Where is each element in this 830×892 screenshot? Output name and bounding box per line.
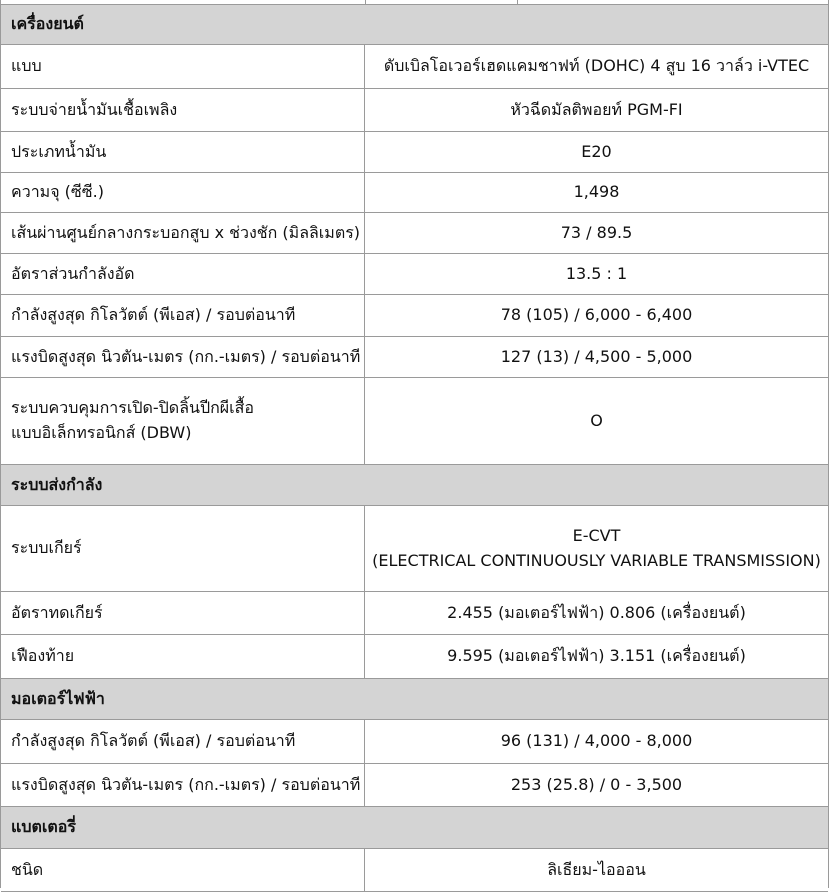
table-row: [1, 132, 828, 173]
row-value-line: (ELECTRICAL CONTINUOUSLY VARIABLE TRANSMISSION): [372, 550, 821, 570]
row-value: 127 (13) / 4,500 - 5,000: [500, 346, 693, 366]
row-value-lines: [372, 524, 821, 574]
row-label: แรงบิดสูงสุด นิวตัน-เมตร (กก.-เมตร) / รอบต่อนาที: [1, 337, 365, 377]
section-header-transmission: ระบบส่งกำลัง: [1, 465, 828, 506]
row-value: หัวฉีดมัลติพอยท์ PGM-FI: [510, 99, 683, 119]
row-value: O: [590, 410, 603, 430]
table-row: [1, 337, 828, 378]
row-label-line: แบบอิเล็กทรอนิกส์ (DBW): [11, 423, 192, 442]
row-label: อัตราทดเกียร์: [1, 592, 365, 634]
table-row: [1, 592, 828, 635]
row-label-lines: [11, 396, 254, 446]
row-value: 73 / 89.5: [560, 222, 633, 242]
section-header-battery: แบตเตอรี่: [1, 807, 828, 849]
table-row: [1, 720, 828, 764]
row-label: ระบบจ่ายน้ำมันเชื้อเพลิง: [1, 89, 365, 131]
row-value: 9.595 (มอเตอร์ไฟฟ้า) 3.151 (เครื่องยนต์): [447, 646, 746, 666]
row-label: ระบบเกียร์: [1, 506, 365, 591]
table-row: [1, 45, 828, 89]
row-value: ลิเธียม-ไอออน: [547, 859, 646, 879]
divider: [365, 0, 366, 4]
row-label: ประเภทน้ำมัน: [1, 132, 365, 172]
row-label: ชนิด: [1, 849, 365, 891]
row-label: เส้นผ่านศูนย์กลางกระบอกสูบ x ช่วงชัก (มิลลิเมตร): [1, 213, 365, 253]
row-value: 96 (131) / 4,000 - 8,000: [500, 731, 693, 751]
section-header-engine: เครื่องยนต์: [1, 5, 828, 45]
row-label: เฟืองท้าย: [1, 635, 365, 678]
row-label: กำลังสูงสุด กิโลวัตต์ (พีเอส) / รอบต่อนาที: [1, 295, 365, 336]
table-row: [1, 89, 828, 132]
divider: [517, 0, 518, 4]
row-label: แบบ: [1, 45, 365, 88]
row-value: 13.5 : 1: [565, 263, 628, 283]
section-header-electric-motor: มอเตอร์ไฟฟ้า: [1, 679, 828, 720]
table-row: [1, 295, 828, 337]
row-label: ความจุ (ซีซี.): [1, 173, 365, 212]
table-row: [1, 173, 828, 213]
top-edge-strip: [1, 0, 828, 5]
table-row: [1, 635, 828, 679]
row-value: 1,498: [573, 182, 620, 202]
table-row: [1, 213, 828, 254]
row-label: แรงบิดสูงสุด นิวตัน-เมตร (กก.-เมตร) / รอบต่อนาที: [1, 764, 365, 806]
row-value: ดับเบิลโอเวอร์เฮดแคมชาฟท์ (DOHC) 4 สูบ 16 วาล์ว i-VTEC: [383, 56, 810, 76]
table-row: [1, 849, 828, 892]
table-row: [1, 378, 828, 465]
table-row: [1, 506, 828, 592]
table-row: [1, 254, 828, 295]
row-value: 253 (25.8) / 0 - 3,500: [510, 774, 683, 794]
row-label-line: ระบบควบคุมการเปิด-ปิดลิ้นปีกผีเสื้อ: [11, 398, 254, 418]
row-value: 2.455 (มอเตอร์ไฟฟ้า) 0.806 (เครื่องยนต์): [447, 602, 746, 622]
row-label: [1, 378, 365, 464]
row-value: E20: [581, 141, 612, 161]
row-value: 78 (105) / 6,000 - 6,400: [500, 305, 693, 325]
table-row: [1, 764, 828, 807]
row-value-line: E-CVT: [572, 525, 621, 545]
row-label: อัตราส่วนกำลังอัด: [1, 254, 365, 294]
row-label: กำลังสูงสุด กิโลวัตต์ (พีเอส) / รอบต่อนาที: [1, 720, 365, 763]
row-value: [365, 506, 828, 591]
